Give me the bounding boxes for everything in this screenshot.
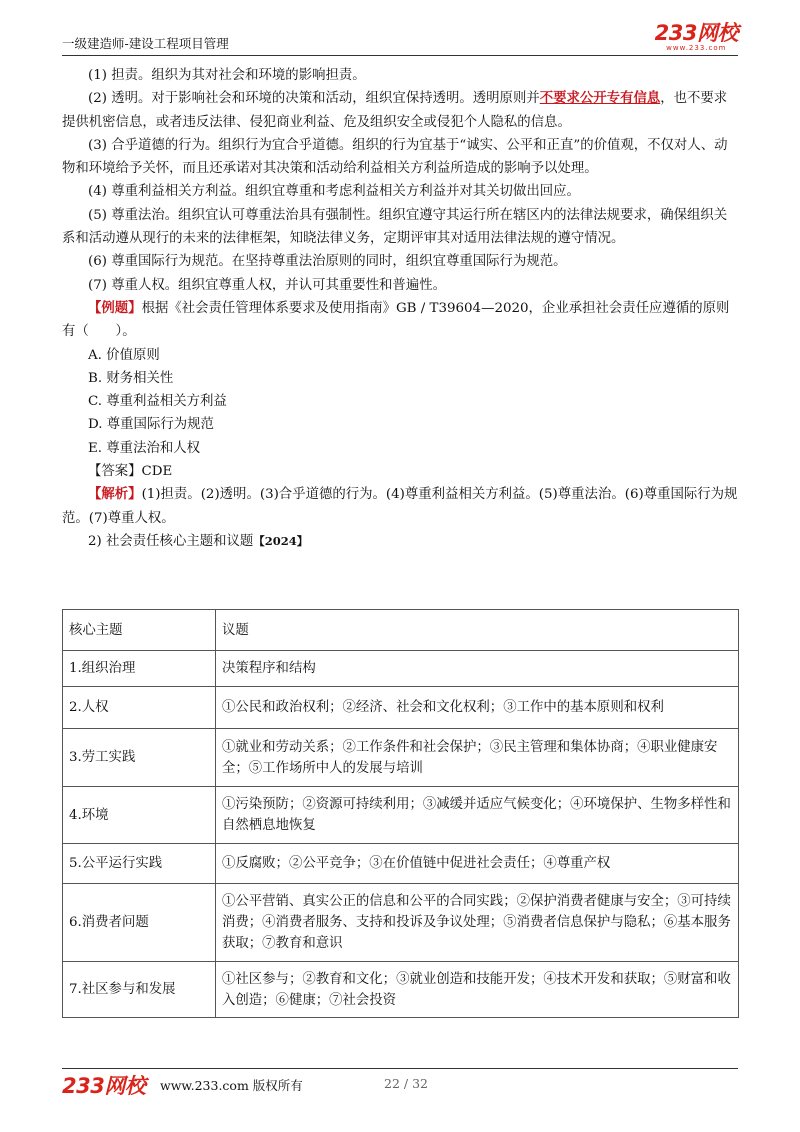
- logo-url: www.233.com: [666, 44, 727, 52]
- principle-6: (6) 尊重国际行为规范。在坚持尊重法治原则的同时，组织宜尊重国际行为规范。: [88, 254, 567, 270]
- footer-divider: [62, 1068, 738, 1069]
- brand-logo[interactable]: [655, 22, 738, 52]
- logo-text: 233网校: [654, 21, 738, 45]
- principle-2-text-a: (2) 透明。对于影响社会和环境的决策和活动，组织宜保持透明。透明原则并: [88, 91, 540, 107]
- table-row: [63, 651, 739, 687]
- principle-7: (7) 尊重人权。组织宜尊重人权，并认可其重要性和普遍性。: [88, 277, 446, 293]
- header-divider: [62, 55, 738, 56]
- footer-site[interactable]: www.233.com 版权所有: [160, 1078, 303, 1093]
- option-c: C. 尊重利益相关方利益: [88, 394, 227, 410]
- issues-cell: ①公平营销、真实公正的信息和公平的合同实践；②保护消费者健康与安全；③可持续消费；④消费者服务、支持和投诉及争议处理；⑤消费者信息保护与隐私；⑥基本服务获取；⑦教育和意识: [216, 884, 739, 962]
- page-footer: [62, 1070, 738, 1098]
- page-header: [62, 22, 738, 56]
- topic-cell: 2.人权: [63, 687, 216, 729]
- year-tag: 【2024】: [253, 533, 309, 548]
- footer-logo[interactable]: 233网校: [62, 1074, 146, 1098]
- topic-cell: 7.社区参与和发展: [63, 962, 216, 1018]
- analysis-text: (1)担责。(2)透明。(3)合乎道德的行为。(4)尊重利益相关方利益。(5)尊重法治。(6)尊重国际行为规范。(7)尊重人权。: [62, 487, 738, 526]
- issues-cell: ①就业和劳动关系；②工作条件和社会保护；③民主管理和集体协商；④职业健康安全；⑤工作场所中人的发展与培训: [216, 729, 739, 787]
- table-row: [63, 729, 739, 787]
- principle-2-text-c: ，也不要求提供机密信息，或者违反法律、侵犯商业利益、危及组织安全或侵犯个人隐私的信息。: [62, 91, 728, 130]
- table-row: [63, 884, 739, 962]
- principle-4: (4) 尊重利益相关方利益。组织宜尊重和考虑利益相关方利益并对其关切做出回应。: [88, 184, 580, 200]
- principle-2: [62, 87, 738, 134]
- table-row: [63, 687, 739, 729]
- topic-cell: 4.环境: [63, 787, 216, 844]
- table-row: [63, 962, 739, 1018]
- option-d: D. 尊重国际行为规范: [88, 417, 214, 433]
- header-cell-topic: 核心主题: [63, 610, 216, 651]
- answer: 【答案】CDE: [88, 464, 173, 480]
- issues-cell: 决策程序和结构: [216, 651, 739, 687]
- issues-cell: ①污染预防；②资源可持续利用；③减缓并适应气候变化；④环境保护、生物多样性和自然栖息地恢复: [216, 787, 739, 844]
- issues-cell: ①社区参与；②教育和文化；③就业创造和技能开发；④技术开发和获取；⑤财富和收入创造；⑥健康；⑦社会投资: [216, 962, 739, 1018]
- topic-cell: 5.公平运行实践: [63, 844, 216, 884]
- section-heading-text: 2) 社会责任核心主题和议题: [88, 533, 254, 549]
- table-row: [63, 844, 739, 884]
- header-title: 一级建造师-建设工程项目管理: [62, 36, 229, 51]
- analysis: [62, 483, 738, 530]
- analysis-tag: 【解析】: [88, 486, 142, 503]
- example-question: [62, 297, 738, 344]
- header-cell-issues: 议题: [216, 610, 739, 651]
- option-b: B. 财务相关性: [88, 370, 174, 386]
- example-tag: 【例题】: [88, 299, 142, 316]
- section-heading: [62, 530, 738, 553]
- principle-3: (3) 合乎道德的行为。组织行为宜合乎道德。组织的行为宜基于“诚实、公平和正直”的价值观，不仅对人、动物和环境给予关怀，而且还承诺对其决策和活动给利益相关方利益所造成的影响予以处理。: [62, 137, 728, 177]
- table-row: [63, 787, 739, 844]
- core-topics-table: [62, 609, 739, 1018]
- issues-cell: ①公民和政治权利；②经济、社会和文化权利；③工作中的基本原则和权利: [216, 687, 739, 729]
- table-header-row: [63, 610, 739, 651]
- option-e: E. 尊重法治和人权: [88, 440, 201, 456]
- option-a: A. 价值原则: [88, 347, 160, 363]
- topic-cell: 6.消费者问题: [63, 884, 216, 962]
- topic-cell: 3.劳工实践: [63, 729, 216, 787]
- topic-cell: 1.组织治理: [63, 651, 216, 687]
- highlight-text: 不要求公开专有信息: [539, 90, 661, 107]
- issues-cell: ①反腐败；②公平竞争；③在价值链中促进社会责任；④尊重产权: [216, 844, 739, 884]
- principle-5: (5) 尊重法治。组织宜认可尊重法治具有强制性。组织宜遵守其运行所在辖区内的法律法规要求，确保组织关系和活动遵从现行的未来的法律框架，知晓法律义务，定期评审其对适用法律法规的遵守情况。: [62, 207, 728, 247]
- document-body: [62, 64, 738, 553]
- principle-1: (1) 担责。组织为其对社会和环境的影响担责。: [88, 68, 366, 83]
- example-question-text: 根据《社会责任管理体系要求及使用指南》GB / T39604—2020，企业承担社会责任应遵循的原则有（ ）。: [62, 300, 730, 340]
- page-number: 22 / 32: [384, 1076, 428, 1091]
